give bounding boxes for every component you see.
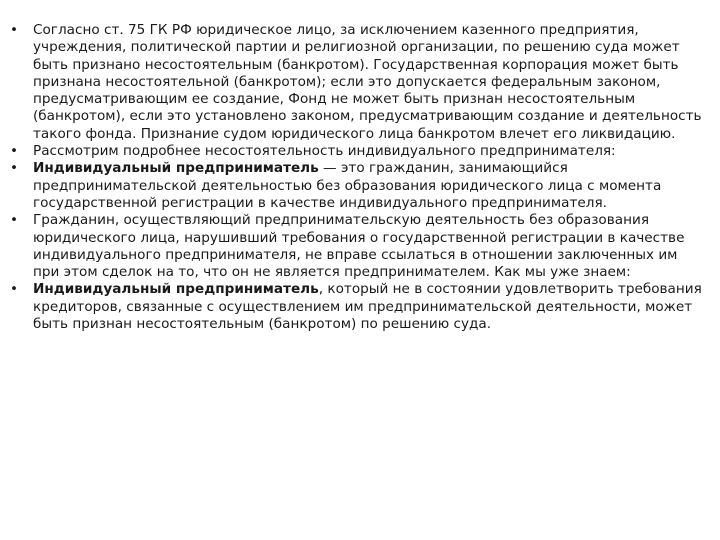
term-bold: Индивидуальный предприниматель	[33, 281, 319, 298]
bullet-icon: •	[10, 281, 19, 298]
list-item	[0, 143, 720, 160]
item-text: , который не в состоянии удовлетворить требования кредиторов, связанные с осуществлением им предпринимательской деятельности, может быть признан несостоятельным (банкротом) по решению суда.	[33, 281, 702, 333]
term-bold: Индивидуальный предприниматель	[33, 160, 319, 177]
item-text: Гражданин, осуществляющий предпринимательскую деятельность без образования юридического лица, нарушивший требования о государственной регистрации в качестве индивидуального предпринимателя, не вправе ссылаться в отношении заключенных им при этом сделок на то, что он не является предпринимателем. Как мы уже знаем:	[33, 212, 685, 281]
list-item	[0, 212, 720, 281]
bullet-list	[0, 22, 720, 333]
bullet-icon: •	[10, 143, 19, 160]
item-text: Согласно ст. 75 ГК РФ юридическое лицо, за исключением казенного предприятия, учреждения, политической партии и религиозной организации, по решению суда может быть признано несостоятельным (банкротом). Государственная корпорация может быть признана несостоятельной (банкротом); если это допускается федеральным законом, предусматривающим ее создание, Фонд не может быть признан несостоятельным (банкротом), если это установлено законом, предусматривающим создание и деятельность такого фонда. Признание судом юридического лица банкротом влечет его ликвидацию.	[33, 22, 702, 142]
item-text: Рассмотрим подробнее несостоятельность индивидуального предпринимателя:	[33, 143, 616, 160]
list-item	[0, 22, 720, 143]
bullet-icon: •	[10, 212, 19, 229]
item-text: — это гражданин, занимающийся предпринимательской деятельностью без образования юридического лица с момента государственной регистрации в качестве индивидуального предпринимателя.	[33, 160, 662, 211]
list-item	[0, 281, 720, 333]
bullet-icon: •	[10, 160, 19, 177]
list-item	[0, 160, 720, 212]
bullet-icon: •	[10, 22, 19, 38]
